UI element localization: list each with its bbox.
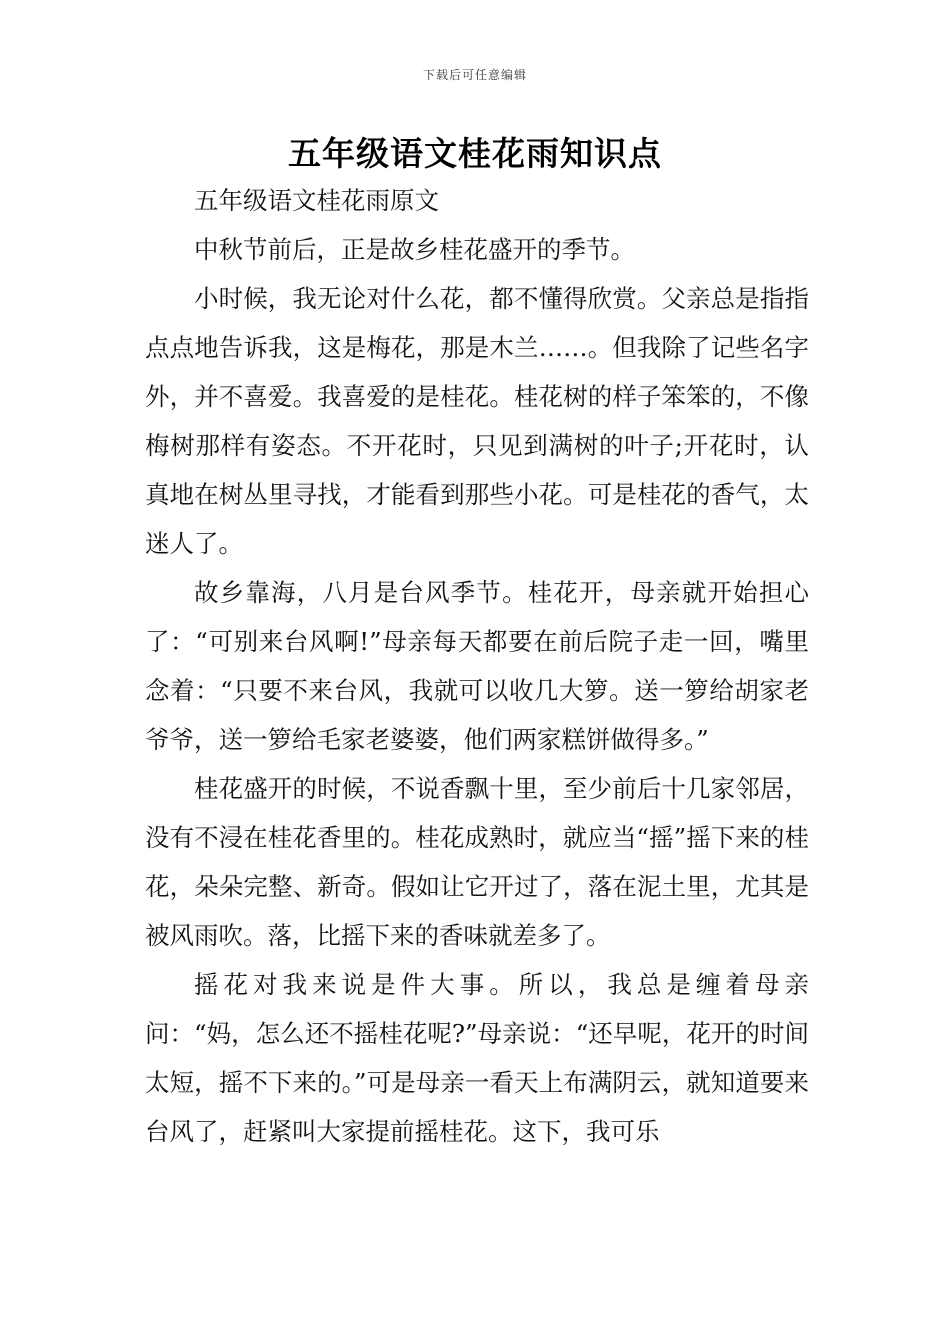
header-note: 下载后可任意编辑 xyxy=(422,68,527,82)
paragraph: 摇花对我来说是件大事。所以，我总是缠着母亲问：“妈，怎么还不摇桂花呢?”母亲说：“还早呢，花开的时间太短，摇不下来的。”可是母亲一看天上布满阴云，就知道要来台风了，赶紧叫大家提前摇桂花。这下，我可乐 xyxy=(145,970,809,1146)
paragraph: 中秋节前后，正是故乡桂花盛开的季节。 xyxy=(194,235,635,264)
paragraph: 小时候，我无论对什么花，都不懂得欣赏。父亲总是指指点点地告诉我，这是梅花，那是木兰……。但我除了记些名字外，并不喜爱。我喜爱的是桂花。桂花树的样子笨笨的，不像梅树那样有姿态。不开花时，只见到满树的叶子;开花时，认真地在树丛里寻找，才能看到那些小花。可是桂花的香气，太迷人了。 xyxy=(145,284,809,558)
document-title: 五年级语文桂花雨知识点 xyxy=(288,134,662,173)
document-body xyxy=(145,176,809,1156)
paragraph-subtitle: 五年级语文桂花雨原文 xyxy=(194,186,439,215)
paragraph: 桂花盛开的时候，不说香飘十里，至少前后十几家邻居，没有不浸在桂花香里的。桂花成熟时，就应当“摇”摇下来的桂花，朵朵完整、新奇。假如让它开过了，落在泥土里，尤其是被风雨吹。落，比摇下来的香味就差多了。 xyxy=(145,774,809,950)
paragraph: 故乡靠海，八月是台风季节。桂花开，母亲就开始担心了：“可别来台风啊!”母亲每天都要在前后院子走一回，嘴里念着：“只要不来台风，我就可以收几大箩。送一箩给胡家老爷爷，送一箩给毛家老婆婆，他们两家糕饼做得多。” xyxy=(145,578,809,754)
